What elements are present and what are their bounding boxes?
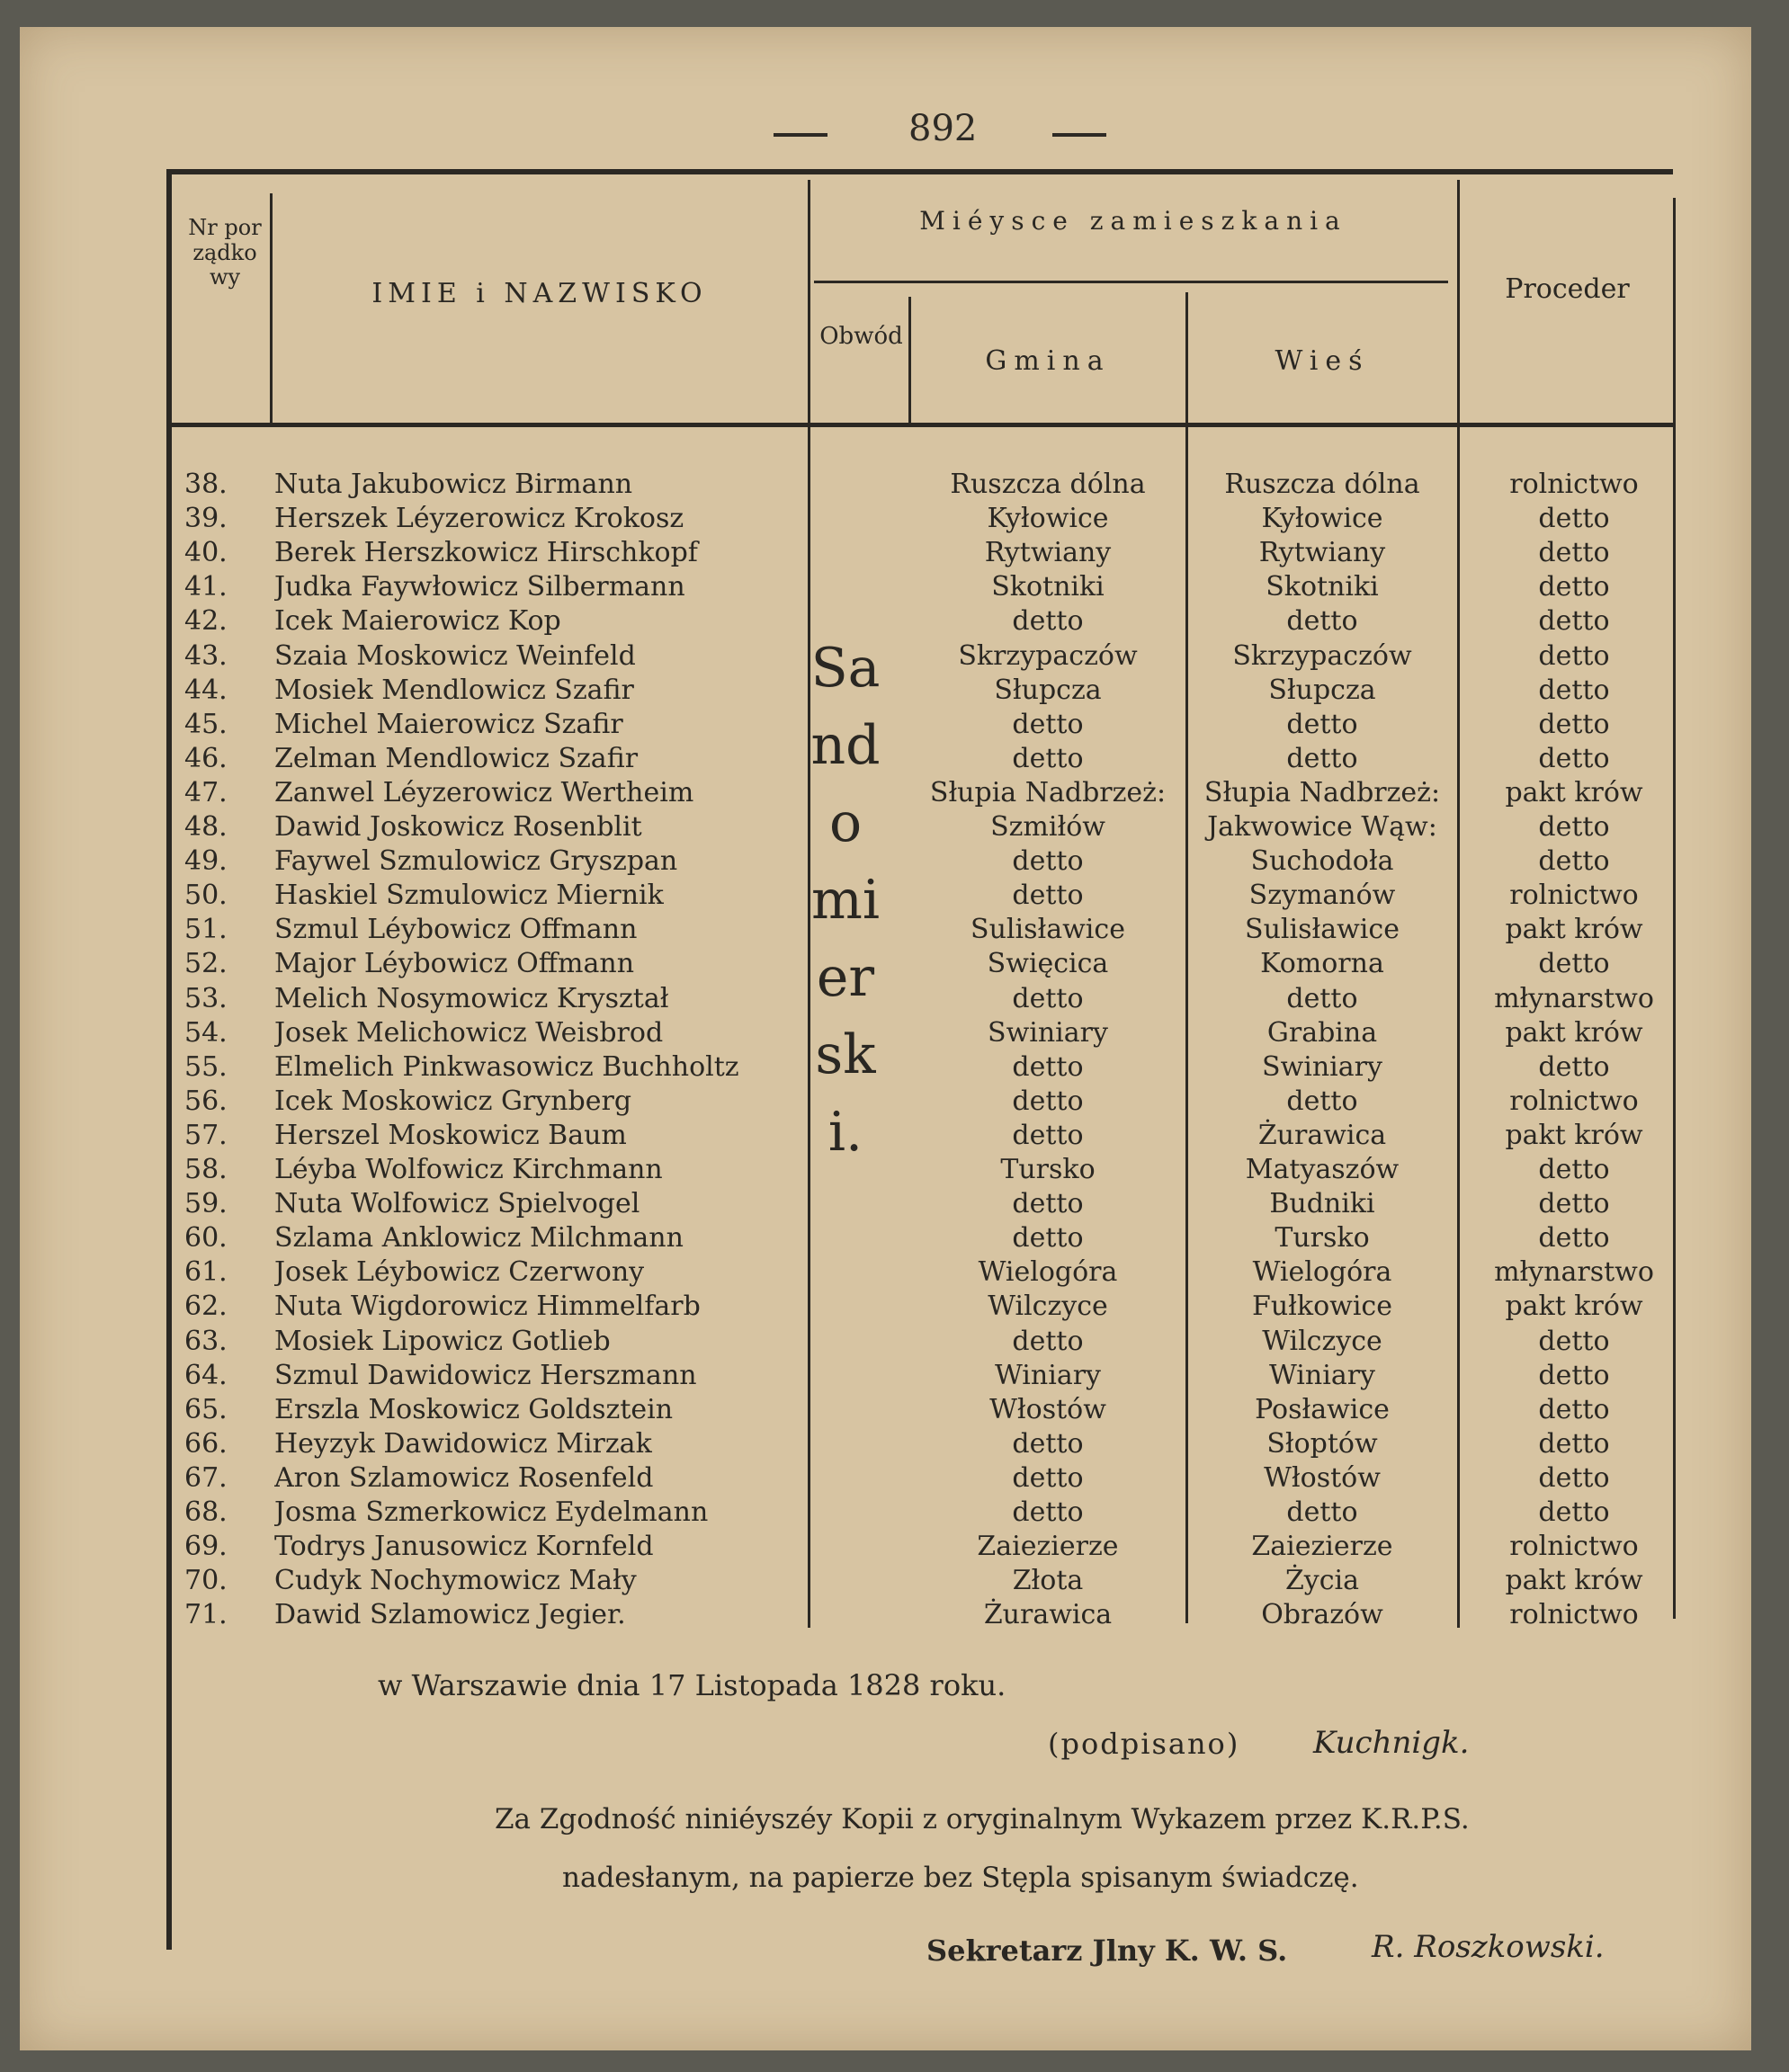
row-gmina: Winiary [995,1359,1101,1391]
row-nr: 54. [184,1016,228,1049]
row-gmina: detto [1012,1461,1084,1494]
table-left-border [166,169,172,1950]
row-proceder: rolnictwo [1509,1085,1639,1117]
row-nr: 57. [184,1119,228,1151]
row-name: Major Léybowicz Offmann [274,948,635,980]
row-nr: 55. [184,1050,228,1083]
row-name: Josma Szmerkowicz Eydelmann [274,1496,709,1528]
row-name: Mosiek Lipowicz Gotlieb [274,1325,611,1357]
certification-line-2: nadesłanym, na papierze bez Stępla spisanym świadczę. [562,1862,1359,1894]
row-gmina: detto [1012,1188,1084,1220]
row-nr: 67. [184,1461,228,1494]
row-gmina: detto [1012,845,1084,878]
row-name: Szlama Anklowicz Milchmann [274,1222,684,1255]
row-wies: Grabina [1266,1016,1378,1049]
row-nr: 71. [184,1599,228,1631]
row-gmina: detto [1012,708,1084,740]
row-nr: 46. [184,742,228,774]
row-nr: 51. [184,914,228,946]
row-gmina: Wilczyce [988,1291,1108,1323]
row-proceder: młynarstwo [1494,982,1654,1014]
row-gmina: detto [1012,880,1084,912]
row-nr: 43. [184,639,228,672]
row-name: Elmelich Pinkwasowicz Buchholtz [274,1050,739,1083]
row-proceder: detto [1538,605,1610,638]
row-proceder: detto [1538,1325,1610,1357]
header-wies: Wieś [1275,345,1370,377]
row-proceder: rolnictwo [1509,1599,1639,1631]
row-gmina: detto [1012,1325,1084,1357]
row-proceder: detto [1538,811,1610,843]
header-name: IMIE i NAZWISKO [371,278,708,309]
row-name: Cudyk Nochymowicz Mały [274,1565,637,1597]
row-nr: 69. [184,1531,228,1563]
row-wies: detto [1286,1085,1358,1117]
row-name: Nuta Jakubowicz Birmann [274,469,633,500]
row-gmina: detto [1012,982,1084,1014]
obwod-value: Sandomierski. [810,637,881,1164]
row-gmina: Ruszcza dólna [950,469,1146,500]
row-name: Zanwel Léyzerowicz Wertheim [274,776,694,808]
residence-sub-rule [814,281,1448,283]
row-proceder: rolnictwo [1509,469,1639,500]
row-nr: 68. [184,1496,228,1528]
row-proceder: pakt krów [1505,1565,1643,1597]
row-gmina: Słupcza [994,674,1102,706]
row-proceder: detto [1538,537,1610,569]
row-gmina: detto [1012,605,1084,638]
row-proceder: detto [1538,1393,1610,1425]
row-proceder: młynarstwo [1494,1256,1654,1289]
row-proceder: detto [1538,1050,1610,1083]
row-nr: 39. [184,503,228,535]
row-gmina: Zaiezierze [977,1531,1119,1563]
row-nr: 50. [184,880,228,912]
row-gmina: Kyłowice [987,503,1109,535]
row-gmina: Skotniki [991,571,1105,603]
row-wies: Zaiezierze [1251,1531,1393,1563]
header-residence: Miéysce zamieszkania [919,206,1347,236]
row-name: Nuta Wigdorowicz Himmelfarb [274,1291,701,1323]
row-gmina: Wielogóra [978,1256,1118,1289]
row-nr: 49. [184,845,228,878]
row-name: Herszel Moskowicz Baum [274,1119,627,1151]
row-wies: Komorna [1260,948,1384,980]
row-proceder: rolnictwo [1509,880,1639,912]
header-proceder: Proceder [1505,273,1630,305]
page-number: 892 [908,108,978,149]
row-name: Todrys Janusowicz Kornfeld [274,1531,654,1563]
row-wies: detto [1286,982,1358,1014]
row-nr: 42. [184,605,228,638]
row-nr: 40. [184,537,228,569]
row-name: Dawid Szlamowicz Jegier. [274,1599,626,1631]
date-line: w Warszawie dnia 17 Listopada 1828 roku. [378,1668,1006,1702]
row-nr: 59. [184,1188,228,1220]
row-name: Michel Maierowicz Szafir [274,708,623,740]
signer-name: Kuchnigk. [1313,1725,1470,1761]
row-wies: Swiniary [1262,1050,1382,1083]
row-name: Josek Léybowicz Czerwony [274,1256,645,1289]
row-proceder: pakt krów [1505,1016,1643,1049]
row-name: Judka Faywłowicz Silbermann [274,571,685,603]
row-gmina: detto [1012,1119,1084,1151]
row-proceder: pakt krów [1505,776,1643,808]
row-wies: Matyaszów [1245,1154,1400,1185]
row-proceder: detto [1538,948,1610,980]
row-nr: 44. [184,674,228,706]
row-proceder: detto [1538,1359,1610,1391]
row-wies: Fułkowice [1252,1291,1392,1323]
row-nr: 58. [184,1154,228,1185]
row-gmina: Skrzypaczów [958,639,1138,672]
row-proceder: detto [1538,639,1610,672]
row-gmina: detto [1012,1427,1084,1460]
row-wies: Suchodoła [1250,845,1394,878]
row-gmina: detto [1012,1222,1084,1255]
row-proceder: detto [1538,674,1610,706]
row-nr: 48. [184,811,228,843]
row-gmina: Żurawica [983,1599,1113,1631]
row-proceder: rolnictwo [1509,1531,1639,1563]
row-gmina: detto [1012,1496,1084,1528]
row-nr: 45. [184,708,228,740]
row-wies: detto [1286,1496,1358,1528]
row-wies: Szymanów [1248,880,1396,912]
row-wies: Posławice [1255,1393,1390,1425]
row-name: Icek Moskowicz Grynberg [274,1085,632,1117]
row-name: Josek Melichowicz Weisbrod [274,1016,664,1049]
row-proceder: detto [1538,708,1610,740]
row-gmina: Słupia Nadbrzeż: [929,776,1167,808]
row-wies: Sulisławice [1245,914,1400,946]
row-gmina: Tursko [1000,1154,1096,1185]
row-proceder: detto [1538,742,1610,774]
row-wies: Skrzypaczów [1232,639,1412,672]
col-divider-wies [1457,180,1460,1628]
row-wies: Rytwiany [1258,537,1386,569]
row-wies: Tursko [1275,1222,1370,1255]
row-wies: Jakwowice Wąw: [1207,811,1437,843]
row-wies: Żurawica [1257,1119,1387,1151]
row-name: Szaia Moskowicz Weinfeld [274,639,636,672]
row-proceder: pakt krów [1505,1291,1643,1323]
row-nr: 63. [184,1325,228,1357]
row-name: Nuta Wolfowicz Spielvogel [274,1188,640,1220]
row-nr: 38. [184,469,228,500]
row-proceder: detto [1538,1461,1610,1494]
header-bottom-rule [166,423,1673,427]
row-name: Dawid Joskowicz Rosenblit [274,811,642,843]
row-proceder: detto [1538,1222,1610,1255]
row-wies: Ruszcza dólna [1224,469,1420,500]
row-wies: Skotniki [1266,571,1379,603]
row-name: Melich Nosymowicz Kryształ [274,982,669,1014]
row-nr: 53. [184,982,228,1014]
row-gmina: detto [1012,742,1084,774]
row-proceder: detto [1538,571,1610,603]
page-number-dash-left [774,133,827,137]
row-nr: 70. [184,1565,228,1597]
row-name: Heyzyk Dawidowicz Mirzak [274,1427,652,1460]
row-proceder: detto [1538,1154,1610,1185]
row-name: Herszek Léyzerowicz Krokosz [274,503,684,535]
row-gmina: Włostów [989,1393,1106,1425]
row-name: Erszla Moskowicz Goldsztein [274,1393,674,1425]
table-top-rule [166,169,1673,174]
row-wies: detto [1286,605,1358,638]
row-gmina: detto [1012,1085,1084,1117]
row-nr: 41. [184,571,228,603]
row-name: Zelman Mendlowicz Szafir [274,742,639,774]
row-gmina: Rytwiany [984,537,1112,569]
row-gmina: Sulisławice [971,914,1125,946]
row-nr: 64. [184,1359,228,1391]
row-nr: 47. [184,776,228,808]
row-nr: 62. [184,1291,228,1323]
row-name: Aron Szlamowicz Rosenfeld [274,1461,654,1494]
row-nr: 61. [184,1256,228,1289]
row-proceder: detto [1538,503,1610,535]
row-proceder: detto [1538,1427,1610,1460]
row-wies: Budniki [1269,1188,1375,1220]
row-name: Szmul Léybowicz Offmann [274,914,638,946]
row-wies: detto [1286,708,1358,740]
certification-line-1: Za Zgodność niniéyszéy Kopii z oryginalnym Wykazem przez K.R.P.S. [495,1803,1470,1835]
row-nr: 56. [184,1085,228,1117]
row-name: Mosiek Mendlowicz Szafir [274,674,634,706]
row-gmina: Szmiłów [990,811,1105,843]
row-gmina: detto [1012,1050,1084,1083]
row-gmina: Swięcica [987,948,1109,980]
header-obwod: Obwód [819,323,903,350]
row-wies: Włostów [1264,1461,1381,1494]
row-wies: Słupcza [1268,674,1376,706]
row-proceder: detto [1538,1188,1610,1220]
row-nr: 52. [184,948,228,980]
row-wies: Słupia Nadbrzeż: [1203,776,1441,808]
row-nr: 65. [184,1393,228,1425]
secretary-title: Sekretarz Jlny K. W. S. [926,1934,1288,1968]
secretary-name: R. Roszkowski. [1372,1929,1605,1965]
col-divider-nr [270,193,273,423]
row-wies: Kyłowice [1261,503,1383,535]
row-name: Icek Maierowicz Kop [274,605,561,638]
row-wies: Winiary [1269,1359,1375,1391]
col-divider-obwod [908,297,911,423]
page-number-dash-right [1052,133,1106,137]
header-nr: Nr porządkowy [188,215,262,290]
row-proceder: detto [1538,845,1610,878]
row-nr: 60. [184,1222,228,1255]
row-name: Szmul Dawidowicz Herszmann [274,1359,697,1391]
row-name: Haskiel Szmulowicz Miernik [274,880,664,912]
row-wies: Słoptów [1266,1427,1378,1460]
row-name: Faywel Szmulowicz Gryszpan [274,845,678,878]
row-gmina: Złota [1012,1565,1084,1597]
row-name: Berek Herszkowicz Hirschkopf [274,537,698,569]
row-wies: Wilczyce [1262,1325,1382,1357]
row-proceder: pakt krów [1505,914,1643,946]
header-gmina: Gmina [985,345,1111,377]
row-wies: Wielogóra [1252,1256,1392,1289]
signed-label: (podpisano) [1048,1727,1240,1761]
row-wies: Obrazów [1261,1599,1383,1631]
row-proceder: pakt krów [1505,1119,1643,1151]
row-gmina: Swiniary [988,1016,1108,1049]
row-wies: Życia [1284,1565,1360,1597]
row-proceder: detto [1538,1496,1610,1528]
row-wies: detto [1286,742,1358,774]
row-name: Léyba Wolfowicz Kirchmann [274,1154,663,1185]
row-nr: 66. [184,1427,228,1460]
